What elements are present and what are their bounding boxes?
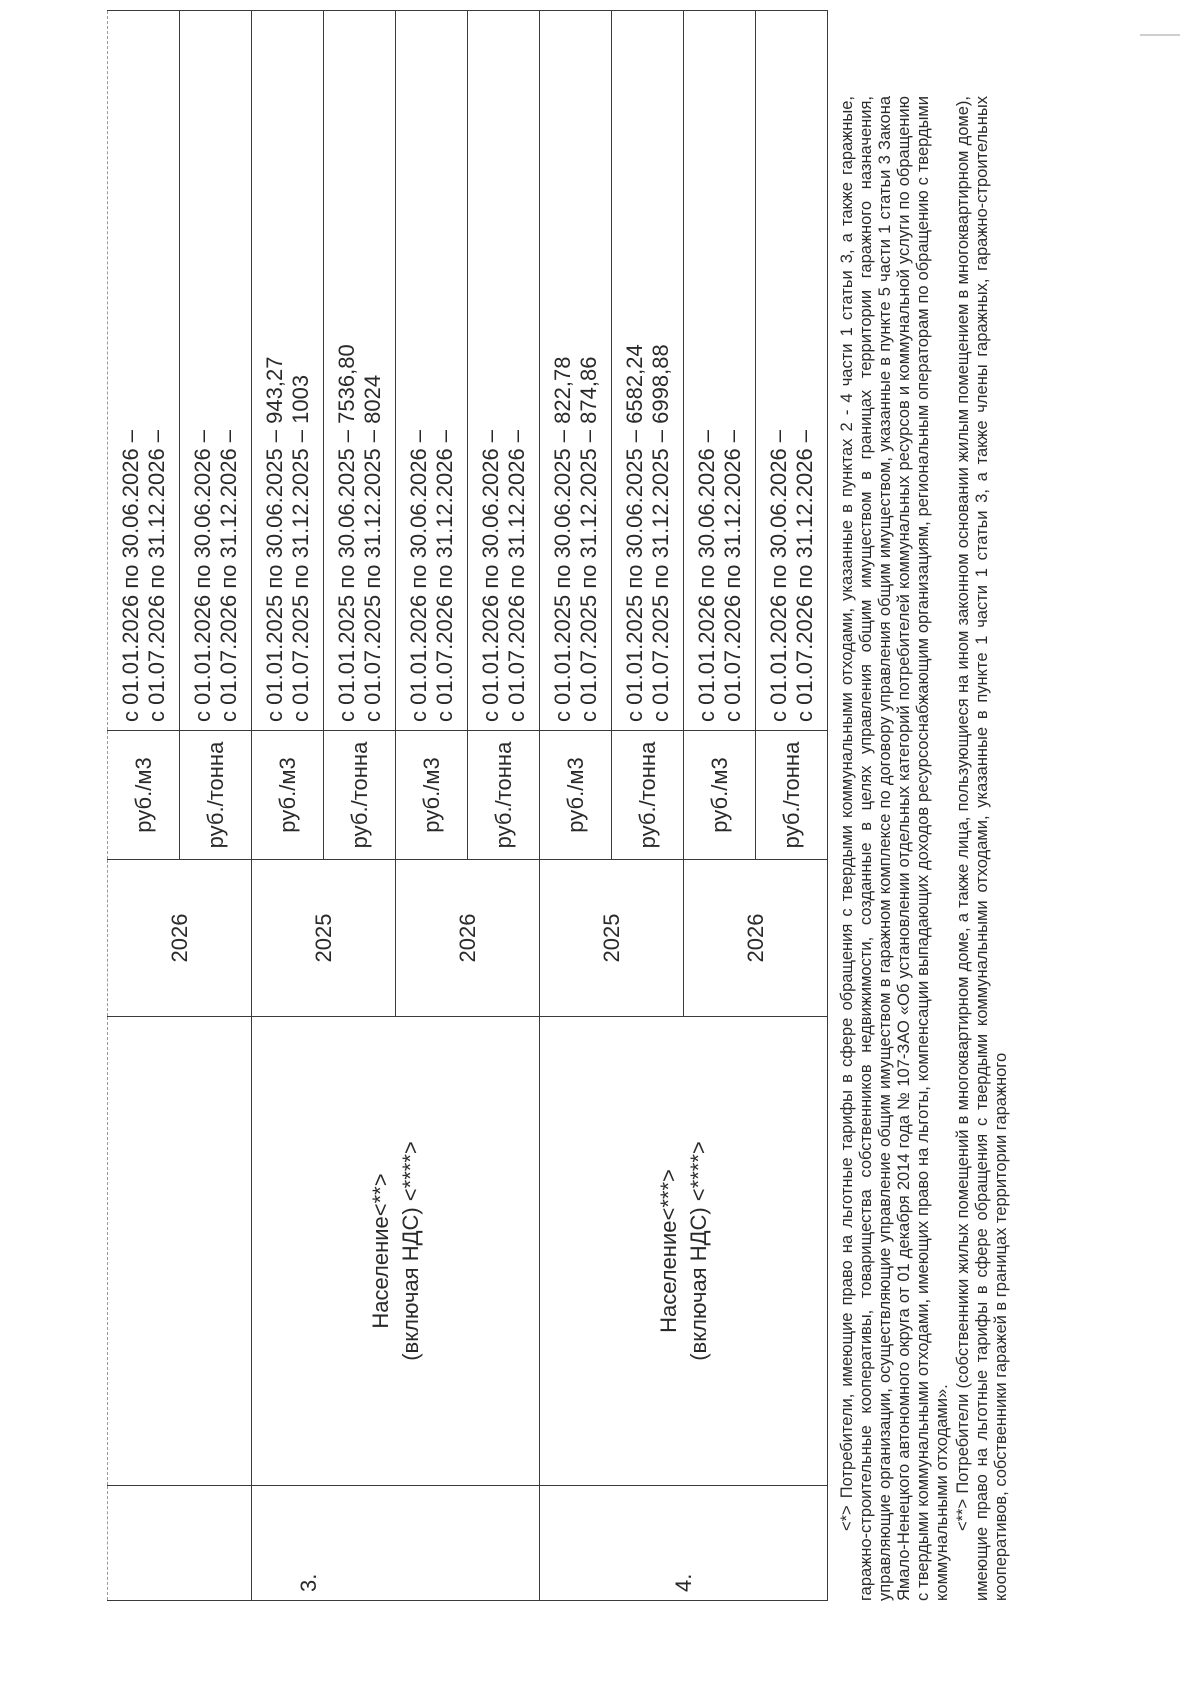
consumer-category — [540, 1017, 828, 1486]
period-second-half: с 01.07.2025 по 31.12.2025 – 1003 — [287, 374, 313, 722]
tariff-year: 2026 — [396, 860, 540, 1017]
table-row — [252, 11, 324, 1601]
period-cell — [324, 11, 396, 731]
period-first-half: с 01.01.2026 по 30.06.2026 – — [405, 429, 431, 722]
period-cell — [468, 11, 540, 731]
tariff-year: 2025 — [540, 860, 684, 1017]
period-second-half: с 01.07.2026 по 31.12.2026 – — [431, 429, 457, 722]
period-cell — [540, 11, 612, 731]
tariff-year: 2026 — [684, 860, 828, 1017]
page-edge-mark — [1140, 8, 1180, 36]
consumer-category-name: Население<**> — [367, 1173, 393, 1329]
period-first-half: с 01.01.2026 по 30.06.2026 – — [693, 429, 719, 722]
period-second-half: с 01.07.2025 по 31.12.2025 – 6998,88 — [647, 344, 673, 722]
period-second-half: с 01.07.2026 по 31.12.2026 – — [791, 429, 817, 722]
period-cell — [180, 11, 252, 731]
footnote-single-star: <*> Потребители, имеющие право на льготные тарифы в сфере обращения с твердыми коммунальными отходами, указанные в пунктах 2 - 4 части 1 статьи 3, а также гаражные, гаражно-строительные кооперативы, товарищества собственников недвижимости, созданные в целях управления общим имуществом в границах территории гаражного назначения, управляющие организации, осуществляющие управление общим имуществом в гаражном комплексе по договору управления общим имуществом, указанные в пункте 5 части 1 статьи 3 Закона Ямало-Ненецкого автономного округа от 01 декабря 2014 года № 107-ЗАО «Об установлении отдельных категорий потребителей коммунальных ресурсов и коммунальной услуги по обращению с твердыми коммунальными отходами, имеющих право на льготы, компенсации выпадающих доходов ресурсоснабжающим организациям, региональным операторам по обращению с твердыми коммунальными отходами». — [838, 96, 951, 1601]
unit-cell: руб./тонна — [180, 731, 252, 860]
row-number: 4. — [540, 1486, 828, 1601]
period-first-half: с 01.01.2026 по 30.06.2026 – — [477, 429, 503, 722]
period-first-half: с 01.01.2025 по 30.06.2025 – 943,27 — [261, 356, 287, 722]
table-row — [108, 11, 180, 1601]
table-row — [540, 11, 612, 1601]
row-number: 3. — [252, 1486, 540, 1601]
period-second-half: с 01.07.2026 по 31.12.2026 – — [503, 429, 529, 722]
period-second-half: с 01.07.2025 по 31.12.2025 – 8024 — [359, 374, 385, 722]
period-second-half: с 01.07.2026 по 31.12.2026 – — [143, 429, 169, 722]
row-number — [108, 1486, 252, 1601]
unit-cell: руб./тонна — [756, 731, 828, 860]
tariff-year: 2025 — [252, 860, 396, 1017]
consumer-category — [108, 1017, 252, 1486]
period-first-half: с 01.01.2026 по 30.06.2026 – — [765, 429, 791, 722]
footnote-double-star: <**> Потребители (собственники жилых помещений в многоквартирном доме, а также лица, пользующиеся на ином законном основании жилым помещением в многоквартирном доме), имеющие право на льготные тарифы в сфере обращения с твердыми коммунальными отходами, указанные в пункте 1 части 1 статьи 3, а также члены гаражных, гаражно-строительных кооперативов, собственники гаражей в границах территории гаражного — [954, 96, 1010, 1601]
period-cell — [252, 11, 324, 731]
period-first-half: с 01.01.2026 по 30.06.2026 – — [117, 429, 143, 722]
period-second-half: с 01.07.2026 по 31.12.2026 – — [215, 429, 241, 722]
consumer-category-vat: (включая НДС) <****> — [397, 1141, 423, 1361]
unit-cell: руб./тонна — [324, 731, 396, 860]
period-first-half: с 01.01.2025 по 30.06.2025 – 822,78 — [549, 356, 575, 722]
unit-cell: руб./м3 — [252, 731, 324, 860]
footnotes — [838, 96, 1011, 1601]
unit-cell: руб./тонна — [468, 731, 540, 860]
consumer-category — [252, 1017, 540, 1486]
consumer-category-vat: (включая НДС) <****> — [685, 1141, 711, 1361]
period-cell — [108, 11, 180, 731]
period-cell — [756, 11, 828, 731]
period-first-half: с 01.01.2026 по 30.06.2026 – — [189, 429, 215, 722]
tariff-table — [107, 10, 828, 1601]
period-cell — [684, 11, 756, 731]
consumer-category-name: Население<***> — [655, 1169, 681, 1333]
unit-cell: руб./м3 — [396, 731, 468, 860]
period-cell — [612, 11, 684, 731]
unit-cell: руб./тонна — [612, 731, 684, 860]
period-second-half: с 01.07.2025 по 31.12.2025 – 874,86 — [575, 356, 601, 722]
period-first-half: с 01.01.2025 по 30.06.2025 – 7536,80 — [333, 344, 359, 722]
period-cell — [396, 11, 468, 731]
unit-cell: руб./м3 — [108, 731, 180, 860]
period-second-half: с 01.07.2026 по 31.12.2026 – — [719, 429, 745, 722]
unit-cell: руб./м3 — [684, 731, 756, 860]
period-first-half: с 01.01.2025 по 30.06.2025 – 6582,24 — [621, 344, 647, 722]
unit-cell: руб./м3 — [540, 731, 612, 860]
tariff-year: 2026 — [108, 860, 252, 1017]
